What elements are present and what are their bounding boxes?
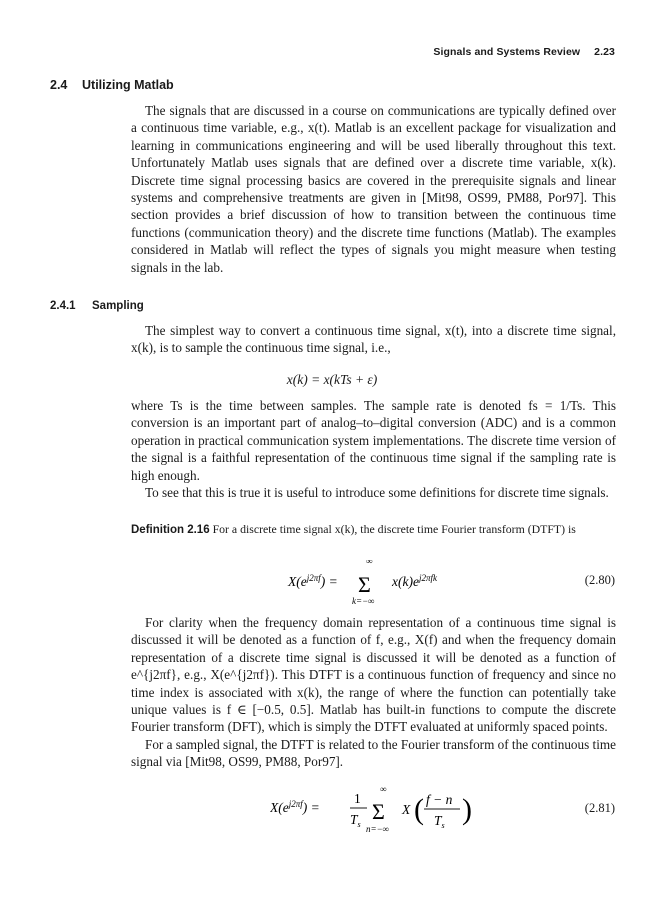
- sigma-icon: Σ: [358, 572, 371, 597]
- equation-2-81-number: (2.81): [584, 801, 615, 815]
- section-number: 2.4: [50, 78, 68, 92]
- sigma-icon: Σ: [372, 799, 385, 824]
- frac-numerator: 1: [354, 791, 361, 806]
- definition-label: Definition 2.16: [131, 524, 210, 536]
- eq-rhs: $x(k)e^{j2\pi fk}$: [392, 573, 437, 589]
- section-title: Utilizing Matlab: [82, 78, 174, 92]
- sample-rate-block: [131, 397, 616, 501]
- definition-block: [131, 521, 616, 538]
- paren-left: (: [414, 793, 424, 826]
- running-header: [433, 46, 615, 58]
- clarity-text: For clarity when the frequency domain representation of a continuous time signal is discussed it will be denoted as a function of f, e.g., X(f) and when the frequency domain representation of a discrete time signal is discussed it will be denoted as a function of e^{j2πf}, e.g., X(e^{j2πf}). This DTFT is a continuous function of frequency and since no time index is associated with x(k), the range of where the function can potentially take unique values is f ∈ [−0.5, 0.5]. Matlab has built-in functions to compute the discrete Fourier transform (DFT), which is simply the DTFT evaluated at uniformly spaced points.: [131, 615, 616, 735]
- sample-rate-text: where Ts is the time between samples. The sample rate is denoted fs = 1/Ts. This conversion is an important part of analog–to–digital conversion (ADC) and is a common operation in practical communication system implementations. The discrete time version of the signal is a faithful representation of the continuous time signal if the sampling rate is high enough.: [131, 398, 616, 483]
- subsection-number: 2.4.1: [50, 300, 76, 312]
- sum-upper: ∞: [380, 786, 387, 794]
- equation-2-80-number: (2.80): [584, 573, 615, 587]
- eq-lhs: $X(e^{j2\pi f})$ =: [270, 799, 320, 815]
- page-number: 2.23: [594, 46, 615, 58]
- sum-lower: k=−∞: [352, 596, 375, 606]
- eq-X: X: [402, 802, 411, 817]
- inner-denominator: $T_s$: [434, 813, 445, 830]
- sum-upper: ∞: [366, 560, 373, 566]
- intro-paragraph: [131, 102, 616, 276]
- sampling-paragraph: [131, 322, 616, 357]
- eq-lhs: $X(e^{j2\pi f})$ =: [288, 573, 338, 589]
- paren-right: ): [462, 793, 472, 826]
- frac-denominator: $T_s$: [350, 812, 361, 829]
- equation-2-81: [270, 786, 500, 836]
- sum-lower: n=−∞: [366, 824, 390, 834]
- sampled-text: For a sampled signal, the DTFT is related to the Fourier transform of the continuous time signal via [Mit98, OS99, PM88, Por97].: [131, 736, 616, 770]
- section-heading: [50, 78, 174, 92]
- equation-sampling: x(k) = x(kTs + ε): [286, 372, 378, 387]
- inner-numerator: f − n: [426, 792, 453, 807]
- definition-text: For a discrete time signal x(k), the discrete time Fourier transform (DTFT) is: [212, 522, 576, 536]
- definitions-intro-text: To see that this is true it is useful to introduce some definitions for discrete time signals.: [145, 485, 609, 501]
- running-title: Signals and Systems Review: [433, 46, 581, 58]
- subsection-title: Sampling: [92, 300, 144, 312]
- clarity-block: [131, 614, 616, 771]
- equation-2-80: [280, 560, 480, 606]
- intro-text: The signals that are discussed in a course on communications are typically defined over a continuous time variable, e.g., x(t). Matlab is an excellent package for visualization and learning in communications engineering and will be used liberally throughout this text. Unfortunately Matlab uses signals that are defined over a discrete time variable, x(k). Discrete time signal processing basics are covered in the prerequisite signals and linear systems and comprehensive treatments are given in [Mit98, OS99, PM88, Por97]. This section provides a brief discussion of how to transition between the continuous time functions (communication theory) and the discrete time functions (Matlab). The examples considered in Matlab will reflect the types of signals you might measure when testing signals in the lab.: [131, 103, 616, 275]
- subsection-heading: [50, 300, 144, 312]
- sampling-text: The simplest way to convert a continuous time signal, x(t), into a discrete time signal, x(k), is to sample the continuous time signal, i.e.,: [131, 323, 616, 356]
